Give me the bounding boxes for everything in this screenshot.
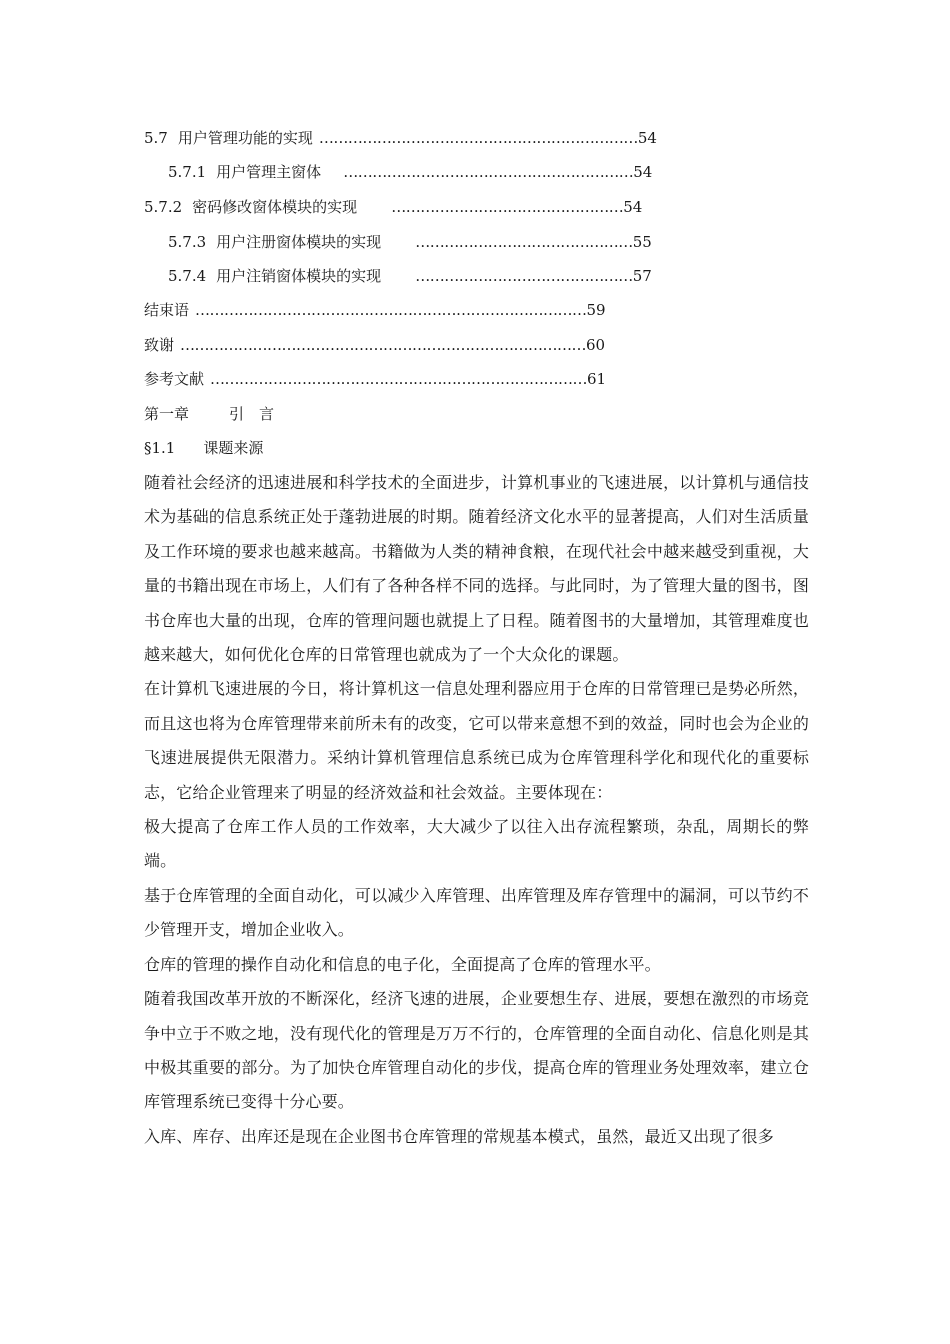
toc-entry [144,128,657,148]
chapter-heading [144,404,274,424]
toc-leader-dots: ………………………………………… [391,198,624,216]
toc-number: 5.7.3 [168,233,207,251]
toc-number: 5.7 [144,129,168,147]
section-title: 课题来源 [203,439,264,457]
toc-number: 5.7.4 [168,267,207,285]
paragraph: 基于仓库管理的全面自动化，可以减少入库管理、出库管理及库存管理中的漏洞，可以节约不少管理开支，增加企业收入。 [144,885,809,940]
toc-page: 59 [586,301,606,319]
toc-title: 用户注册窗体模块的实现 [216,233,382,251]
toc-leader-dots: ………………………………………………………… [318,129,638,147]
paragraph: 随着社会经济的迅速进展和科学技术的全面进步，计算机事业的飞速进展，以计算机与通信技术为基础的信息系统正处于蓬勃进展的时期。随着经济文化水平的显著提高，人们对生活质量及工作环境的要求也越来越高。书籍做为人类的精神食粮，在现代社会中越来越受到重视，大量的书籍出现在市场上，人们有了各种各样不同的选择。与此同时，为了管理大量的图书，图书仓库也大量的出现，仓库的管理问题也就提上了日程。随着图书的大量增加，其管理难度也越来越大，如何优化仓库的日常管理也就成为了一个大众化的课题。 [144,473,809,665]
paragraph: 极大提高了仓库工作人员的工作效率，大大减少了以往入出存流程繁琐，杂乱，周期长的弊端。 [144,817,809,871]
chapter-title: 引 言 [229,405,275,423]
toc-page: 57 [632,267,652,285]
toc-leader-dots: ……………………………………… [415,233,633,251]
paragraph: 随着我国改革开放的不断深化，经济飞速的进展，企业要想生存、进展，要想在激烈的市场竞争中立于不败之地，没有现代化的管理是万万不行的，仓库管理的全面自动化、信息化则是其中极其重要的部分。为了加快仓库管理自动化的步伐，提高仓库的管理业务处理效率，建立仓库管理系统已变得十分心要。 [144,989,809,1112]
toc-leader-dots: …………………………………………………… [343,163,634,181]
toc-page: 55 [632,233,652,251]
toc-title: 致谢 [144,336,175,354]
toc-leader-dots: …………………………………………………………………… [210,370,588,388]
toc-page: 54 [623,198,643,216]
body-text [144,466,809,1154]
paragraph: 仓库的管理的操作自动化和信息的电子化，全面提高了仓库的管理水平。 [144,954,661,974]
toc-entry [144,369,606,389]
toc-entry [168,162,652,182]
chapter-label: 第一章 [144,405,190,423]
section-heading [144,438,263,458]
toc-entry [144,300,606,320]
toc-title: 用户管理功能的实现 [177,129,313,147]
toc-page: 61 [587,370,607,388]
toc-leader-dots: ……………………………………………………………………… [195,301,587,319]
paragraph: 在计算机飞速进展的今日，将计算机这一信息处理利器应用于仓库的日常管理已是势必所然，而且这也将为仓库管理带来前所未有的改变，它可以带来意想不到的效益，同时也会为企业的飞速进展提供无限潜力。采纳计算机管理信息系统已成为仓库管理科学化和现代化的重要标志，它给企业管理来了明显的经济效益和社会效益。主要体现在： [144,679,809,802]
toc-entry [144,335,605,355]
toc-title: 用户管理主窗体 [216,163,322,181]
toc-title: 用户注销窗体模块的实现 [216,267,382,285]
toc-number: 5.7.2 [144,198,183,216]
toc-page: 54 [633,163,653,181]
toc-entry [168,266,652,286]
toc-title: 参考文献 [144,370,205,388]
toc-entry [144,197,642,217]
section-number: §1.1 [144,439,176,457]
toc-entry [168,232,652,252]
toc-number: 5.7.1 [168,163,207,181]
paragraph: 入库、库存、出库还是现在企业图书仓库管理的常规基本模式，虽然，最近又出现了很多 [144,1126,774,1146]
toc-title: 结束语 [144,301,190,319]
toc-leader-dots: ……………………………………… [415,267,633,285]
toc-leader-dots: ………………………………………………………………………… [180,336,587,354]
toc-title: 密码修改窗体模块的实现 [192,198,358,216]
toc-page: 54 [637,129,657,147]
toc-page: 60 [586,336,606,354]
